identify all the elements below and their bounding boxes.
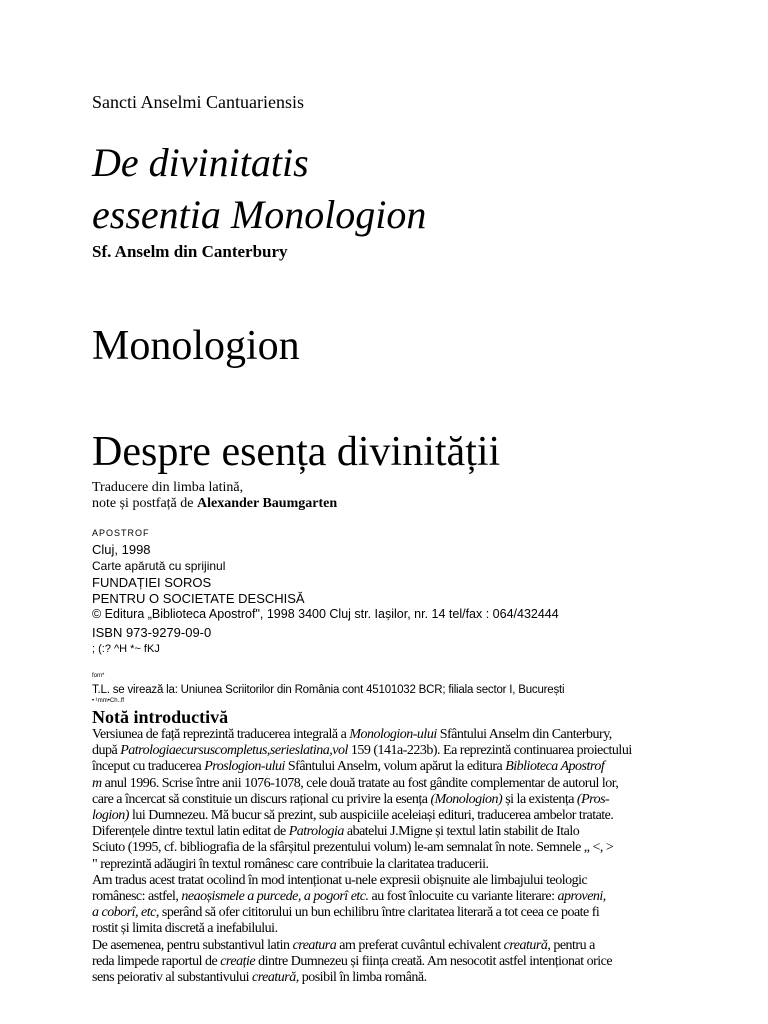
garbled-line: ; (:? ^H *~ fKJ <box>92 643 160 655</box>
intro-paragraph <box>92 727 682 986</box>
italic-term: neaoșismele a purcede, a pogorî etc. <box>181 889 369 905</box>
intro-line: Am tradus acest tratat ocolind în mod intenționat u-nele expresii obișnuite ale limbajului teologic <box>92 872 588 888</box>
intro-line: Diferențele dintre textul latin editat de Patrologia abatelui J.Migne și textul latin stabilit de Italo <box>92 824 580 840</box>
publisher-mark: APOSTROF <box>92 528 150 538</box>
translator-prefix: note și postfață de <box>92 496 197 511</box>
intro-line: început cu traducerea Proslogion-ului Sfântului Anselm, volum apărut la editura Biblioteca Apostrof <box>92 759 605 775</box>
italic-term: a coborî, etc, <box>92 905 159 921</box>
italic-term: Monologion-ului <box>349 727 437 742</box>
italic-term: m <box>92 775 102 791</box>
monologion-title: Monologion <box>92 323 300 369</box>
despre-title: Despre esența divinității <box>92 429 501 475</box>
italic-term: (Pros- <box>576 791 610 807</box>
imprint-line-support: Carte apărută cu sprijinul <box>92 559 226 573</box>
italic-term: Proslogion-ului <box>204 759 285 775</box>
italic-term: aproveni, <box>557 889 606 905</box>
intro-line: care a încercat să constituie un discurs rațional cu privire la esența (Monologion) și la existența (Pros- <box>92 791 610 807</box>
italic-term: creatură, <box>503 937 551 953</box>
intro-heading: Notă introductivă <box>92 707 229 727</box>
italic-term: (Monologion) <box>430 791 503 807</box>
isbn: ISBN 973-9279-09-0 <box>92 625 212 640</box>
italic-term: logion) <box>92 808 129 824</box>
translator-name: Alexander Baumgarten <box>196 496 338 511</box>
intro-line: " reprezintă adăugiri în textul românesc care contribuie la claritatea traducerii. <box>92 856 489 872</box>
imprint-line-foundation: FUNDAȚIEI SOROS <box>92 575 212 590</box>
italic-term: creatură, <box>252 970 299 986</box>
italic-term: Patrologia <box>288 824 344 840</box>
account-line: T.L. se virează la: Uniunea Scriitorilor din România cont 45101032 BCR; filiala sector I, București <box>92 684 565 696</box>
italic-term: creatura <box>292 937 337 953</box>
translator-line <box>92 496 337 512</box>
intro-line: logion) lui Dumnezeu. Mă bucur să prezint, sub auspiciile aceleiași edituri, traducerea ambelor tratate. <box>92 808 614 824</box>
romanian-author: Sf. Anselm din Canterbury <box>92 242 288 261</box>
tiny-mark-2: • ¹mm•Ch..ff <box>92 698 125 704</box>
intro-line: Versiunea de față reprezintă traducerea integrală a Monologion-ului Sfântului Anselm din Canterbury, <box>92 727 612 742</box>
tiny-mark-1: fom* <box>92 673 105 679</box>
intro-line: m anul 1996. Scrise între anii 1076-1078, cele două tratate au fost gândite complementar de autorul lor, <box>92 775 619 791</box>
intro-line: românesc: astfel, neaoșismele a purcede, a pogorî etc. au fost înlocuite cu variante literare: aproveni, <box>92 889 606 905</box>
translation-line: Traducere din limba latină, <box>92 480 244 495</box>
intro-line: sens peiorativ al substantivului creatură, posibil în limba română. <box>92 970 427 986</box>
imprint-line-society: PENTRU O SOCIETATE DESCHISĂ <box>92 591 305 606</box>
intro-line: De asemenea, pentru substantivul latin creatura am preferat cuvântul echivalent creatură, pentru a <box>92 937 595 953</box>
intro-line: rostit și limita discretă a inefabilului. <box>92 921 278 937</box>
italic-term: creație <box>220 953 256 969</box>
imprint-line-city: Cluj, 1998 <box>92 542 151 557</box>
intro-line: Sciuto (1995, cf. bibliografia de la sfârșitul prezentului volum) le-am semnalat în note. Semnele „ <, > <box>92 840 614 856</box>
title-line-2: essentia Monologion <box>92 192 427 237</box>
italic-term: Patrologiaecursuscompletus,serieslatina,vol <box>120 743 348 759</box>
intro-line: reda limpede raportul de creație dintre Dumnezeu și ființa creată. Am nesocotit astfel intenționat orice <box>92 953 613 969</box>
intro-line: a coborî, etc, sperând să ofer cititorului un bun echilibru între claritatea literară a tot ceea ce poate fi <box>92 905 600 921</box>
title-line-1: De divinitatis <box>92 140 309 185</box>
latin-author: Sancti Anselmi Cantuariensis <box>92 92 304 112</box>
intro-line: după Patrologiaecursuscompletus,serieslatina,vol 159 (141a-223b). Ea reprezintă continuarea proiectului <box>92 743 632 759</box>
italic-term: Biblioteca Apostrof <box>505 759 605 775</box>
imprint-line-copyright: © Editura „Biblioteca Apostrof", 1998 3400 Cluj str. Iașilor, nr. 14 tel/fax : 064/432444 <box>92 607 559 621</box>
intro-body <box>92 727 682 986</box>
